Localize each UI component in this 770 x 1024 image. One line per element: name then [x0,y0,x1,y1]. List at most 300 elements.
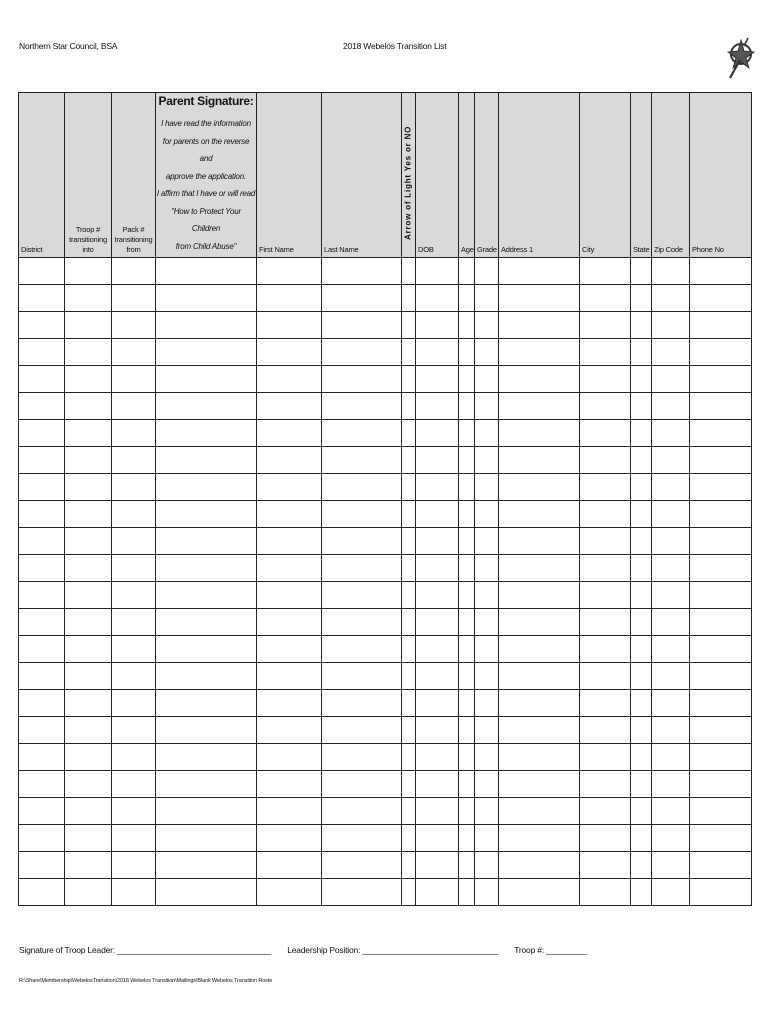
table-cell[interactable] [322,339,402,366]
table-cell[interactable] [580,393,631,420]
table-cell[interactable] [652,852,690,879]
table-cell[interactable] [112,420,156,447]
table-cell[interactable] [65,393,112,420]
table-cell[interactable] [459,717,475,744]
table-cell[interactable] [416,879,459,906]
table-cell[interactable] [19,582,65,609]
table-cell[interactable] [257,771,322,798]
table-cell[interactable] [652,285,690,312]
table-cell[interactable] [652,798,690,825]
table-cell[interactable] [156,744,257,771]
table-cell[interactable] [690,663,752,690]
table-cell[interactable] [402,825,416,852]
table-cell[interactable] [459,744,475,771]
table-cell[interactable] [690,798,752,825]
table-cell[interactable] [112,690,156,717]
table-cell[interactable] [499,447,580,474]
table-cell[interactable] [257,501,322,528]
table-cell[interactable] [652,825,690,852]
table-cell[interactable] [112,447,156,474]
table-cell[interactable] [112,285,156,312]
table-cell[interactable] [499,636,580,663]
table-cell[interactable] [459,636,475,663]
table-cell[interactable] [690,771,752,798]
table-cell[interactable] [580,312,631,339]
table-cell[interactable] [416,528,459,555]
table-cell[interactable] [112,528,156,555]
table-cell[interactable] [416,285,459,312]
table-cell[interactable] [257,825,322,852]
table-cell[interactable] [459,393,475,420]
table-cell[interactable] [690,744,752,771]
table-cell[interactable] [690,339,752,366]
table-cell[interactable] [475,825,499,852]
table-cell[interactable] [402,717,416,744]
table-cell[interactable] [112,798,156,825]
table-cell[interactable] [475,771,499,798]
table-cell[interactable] [580,663,631,690]
table-cell[interactable] [475,420,499,447]
table-cell[interactable] [690,501,752,528]
table-cell[interactable] [112,771,156,798]
table-cell[interactable] [690,690,752,717]
table-cell[interactable] [65,258,112,285]
table-cell[interactable] [112,555,156,582]
table-cell[interactable] [19,285,65,312]
table-cell[interactable] [631,663,652,690]
table-cell[interactable] [156,555,257,582]
table-cell[interactable] [631,528,652,555]
table-cell[interactable] [257,339,322,366]
table-cell[interactable] [402,501,416,528]
table-cell[interactable] [156,825,257,852]
table-cell[interactable] [65,366,112,393]
table-cell[interactable] [112,852,156,879]
table-cell[interactable] [580,555,631,582]
table-cell[interactable] [499,852,580,879]
table-cell[interactable] [402,771,416,798]
table-cell[interactable] [156,636,257,663]
table-cell[interactable] [402,285,416,312]
table-cell[interactable] [459,420,475,447]
table-cell[interactable] [416,852,459,879]
table-cell[interactable] [459,825,475,852]
table-cell[interactable] [459,285,475,312]
table-cell[interactable] [156,420,257,447]
table-cell[interactable] [652,609,690,636]
table-cell[interactable] [322,744,402,771]
table-cell[interactable] [652,393,690,420]
table-cell[interactable] [690,609,752,636]
table-cell[interactable] [402,555,416,582]
table-cell[interactable] [631,690,652,717]
table-cell[interactable] [416,312,459,339]
table-cell[interactable] [631,771,652,798]
table-cell[interactable] [402,690,416,717]
table-cell[interactable] [690,285,752,312]
table-cell[interactable] [690,852,752,879]
table-cell[interactable] [156,366,257,393]
table-cell[interactable] [112,312,156,339]
table-cell[interactable] [112,501,156,528]
table-cell[interactable] [631,609,652,636]
table-cell[interactable] [322,582,402,609]
table-cell[interactable] [402,312,416,339]
table-cell[interactable] [416,366,459,393]
table-cell[interactable] [65,582,112,609]
table-cell[interactable] [499,717,580,744]
table-cell[interactable] [322,609,402,636]
table-cell[interactable] [475,501,499,528]
table-cell[interactable] [580,717,631,744]
table-cell[interactable] [416,555,459,582]
table-cell[interactable] [416,744,459,771]
table-cell[interactable] [416,663,459,690]
table-cell[interactable] [580,690,631,717]
table-cell[interactable] [257,366,322,393]
table-cell[interactable] [65,825,112,852]
table-cell[interactable] [499,798,580,825]
table-cell[interactable] [475,879,499,906]
table-cell[interactable] [652,528,690,555]
table-cell[interactable] [631,258,652,285]
table-cell[interactable] [65,339,112,366]
table-cell[interactable] [112,474,156,501]
table-cell[interactable] [580,825,631,852]
table-cell[interactable] [257,447,322,474]
table-cell[interactable] [690,447,752,474]
table-cell[interactable] [631,474,652,501]
table-cell[interactable] [65,312,112,339]
table-cell[interactable] [499,393,580,420]
table-cell[interactable] [499,825,580,852]
table-cell[interactable] [65,285,112,312]
table-cell[interactable] [475,582,499,609]
table-cell[interactable] [257,798,322,825]
table-cell[interactable] [580,258,631,285]
table-cell[interactable] [156,879,257,906]
table-cell[interactable] [322,879,402,906]
table-cell[interactable] [156,528,257,555]
table-cell[interactable] [499,663,580,690]
table-cell[interactable] [19,798,65,825]
table-cell[interactable] [156,258,257,285]
table-cell[interactable] [65,528,112,555]
table-cell[interactable] [19,258,65,285]
table-cell[interactable] [156,285,257,312]
table-cell[interactable] [402,258,416,285]
table-cell[interactable] [402,447,416,474]
table-cell[interactable] [416,393,459,420]
table-cell[interactable] [652,690,690,717]
table-cell[interactable] [631,879,652,906]
table-cell[interactable] [416,501,459,528]
table-cell[interactable] [112,393,156,420]
table-cell[interactable] [690,366,752,393]
table-cell[interactable] [156,771,257,798]
table-cell[interactable] [631,339,652,366]
table-cell[interactable] [499,420,580,447]
table-cell[interactable] [459,312,475,339]
table-cell[interactable] [156,798,257,825]
table-cell[interactable] [652,339,690,366]
table-cell[interactable] [156,312,257,339]
table-cell[interactable] [580,528,631,555]
table-cell[interactable] [580,339,631,366]
table-cell[interactable] [499,501,580,528]
table-cell[interactable] [459,663,475,690]
table-cell[interactable] [65,771,112,798]
table-cell[interactable] [459,798,475,825]
table-cell[interactable] [322,798,402,825]
table-cell[interactable] [690,879,752,906]
table-cell[interactable] [65,798,112,825]
table-cell[interactable] [499,879,580,906]
table-cell[interactable] [402,366,416,393]
table-cell[interactable] [475,447,499,474]
table-cell[interactable] [257,852,322,879]
table-cell[interactable] [112,636,156,663]
table-cell[interactable] [652,474,690,501]
table-cell[interactable] [459,771,475,798]
table-cell[interactable] [19,717,65,744]
table-cell[interactable] [631,366,652,393]
table-cell[interactable] [322,690,402,717]
table-cell[interactable] [112,609,156,636]
table-cell[interactable] [631,312,652,339]
table-cell[interactable] [257,393,322,420]
table-cell[interactable] [402,798,416,825]
table-cell[interactable] [322,447,402,474]
table-cell[interactable] [19,366,65,393]
table-cell[interactable] [257,690,322,717]
table-cell[interactable] [475,798,499,825]
table-cell[interactable] [690,420,752,447]
table-cell[interactable] [580,879,631,906]
table-cell[interactable] [580,420,631,447]
table-cell[interactable] [580,609,631,636]
table-cell[interactable] [475,717,499,744]
table-cell[interactable] [580,771,631,798]
table-cell[interactable] [499,609,580,636]
table-cell[interactable] [652,420,690,447]
table-cell[interactable] [416,582,459,609]
table-cell[interactable] [257,312,322,339]
table-cell[interactable] [112,744,156,771]
table-cell[interactable] [631,744,652,771]
table-cell[interactable] [475,339,499,366]
table-cell[interactable] [322,717,402,744]
table-cell[interactable] [322,636,402,663]
table-cell[interactable] [156,663,257,690]
table-cell[interactable] [459,879,475,906]
table-cell[interactable] [652,636,690,663]
table-cell[interactable] [322,771,402,798]
table-cell[interactable] [499,555,580,582]
table-cell[interactable] [19,339,65,366]
table-cell[interactable] [475,555,499,582]
table-cell[interactable] [112,582,156,609]
table-cell[interactable] [499,771,580,798]
table-cell[interactable] [322,366,402,393]
table-cell[interactable] [652,744,690,771]
table-cell[interactable] [65,636,112,663]
table-cell[interactable] [156,501,257,528]
table-cell[interactable] [112,366,156,393]
table-cell[interactable] [112,339,156,366]
table-cell[interactable] [475,393,499,420]
table-cell[interactable] [631,717,652,744]
table-cell[interactable] [631,825,652,852]
table-cell[interactable] [499,312,580,339]
table-cell[interactable] [475,366,499,393]
table-cell[interactable] [652,501,690,528]
table-cell[interactable] [19,393,65,420]
table-cell[interactable] [19,312,65,339]
table-cell[interactable] [322,285,402,312]
table-cell[interactable] [402,420,416,447]
table-cell[interactable] [580,501,631,528]
table-cell[interactable] [257,717,322,744]
table-cell[interactable] [459,609,475,636]
table-cell[interactable] [112,717,156,744]
table-cell[interactable] [322,825,402,852]
table-cell[interactable] [112,663,156,690]
table-cell[interactable] [475,852,499,879]
table-cell[interactable] [19,555,65,582]
table-cell[interactable] [19,528,65,555]
table-cell[interactable] [65,447,112,474]
table-cell[interactable] [580,285,631,312]
table-cell[interactable] [459,366,475,393]
table-cell[interactable] [402,744,416,771]
table-cell[interactable] [65,474,112,501]
table-cell[interactable] [416,339,459,366]
table-cell[interactable] [156,393,257,420]
table-cell[interactable] [322,663,402,690]
table-cell[interactable] [652,879,690,906]
table-cell[interactable] [499,690,580,717]
table-cell[interactable] [459,582,475,609]
table-cell[interactable] [459,474,475,501]
table-cell[interactable] [416,771,459,798]
table-cell[interactable] [652,258,690,285]
table-cell[interactable] [402,609,416,636]
table-cell[interactable] [322,852,402,879]
table-cell[interactable] [257,744,322,771]
table-cell[interactable] [19,663,65,690]
table-cell[interactable] [652,717,690,744]
table-cell[interactable] [690,312,752,339]
table-cell[interactable] [257,258,322,285]
table-cell[interactable] [690,393,752,420]
table-cell[interactable] [19,474,65,501]
table-cell[interactable] [652,771,690,798]
table-cell[interactable] [322,555,402,582]
table-cell[interactable] [416,609,459,636]
table-cell[interactable] [631,798,652,825]
table-cell[interactable] [402,663,416,690]
table-cell[interactable] [475,744,499,771]
table-cell[interactable] [257,474,322,501]
table-cell[interactable] [19,636,65,663]
table-cell[interactable] [322,474,402,501]
table-cell[interactable] [499,528,580,555]
table-cell[interactable] [65,879,112,906]
table-cell[interactable] [416,798,459,825]
table-cell[interactable] [322,393,402,420]
table-cell[interactable] [580,852,631,879]
table-cell[interactable] [19,879,65,906]
table-cell[interactable] [65,690,112,717]
table-cell[interactable] [156,609,257,636]
table-cell[interactable] [580,474,631,501]
table-cell[interactable] [65,744,112,771]
table-cell[interactable] [257,879,322,906]
table-cell[interactable] [65,501,112,528]
table-cell[interactable] [499,582,580,609]
table-cell[interactable] [631,393,652,420]
table-cell[interactable] [156,339,257,366]
table-cell[interactable] [580,798,631,825]
table-cell[interactable] [475,609,499,636]
table-cell[interactable] [322,501,402,528]
table-cell[interactable] [690,258,752,285]
table-cell[interactable] [475,258,499,285]
table-cell[interactable] [499,474,580,501]
table-cell[interactable] [112,258,156,285]
table-cell[interactable] [322,258,402,285]
table-cell[interactable] [631,420,652,447]
table-cell[interactable] [402,474,416,501]
table-cell[interactable] [257,636,322,663]
table-cell[interactable] [652,582,690,609]
table-cell[interactable] [416,825,459,852]
table-cell[interactable] [631,501,652,528]
table-cell[interactable] [690,825,752,852]
table-cell[interactable] [257,663,322,690]
table-cell[interactable] [459,555,475,582]
table-cell[interactable] [402,879,416,906]
table-cell[interactable] [112,825,156,852]
table-cell[interactable] [652,555,690,582]
table-cell[interactable] [19,609,65,636]
table-cell[interactable] [475,312,499,339]
table-cell[interactable] [652,663,690,690]
table-cell[interactable] [690,474,752,501]
table-cell[interactable] [690,636,752,663]
table-cell[interactable] [459,447,475,474]
table-cell[interactable] [475,528,499,555]
table-cell[interactable] [416,420,459,447]
table-cell[interactable] [156,717,257,744]
table-cell[interactable] [416,258,459,285]
table-cell[interactable] [156,690,257,717]
table-cell[interactable] [499,744,580,771]
table-cell[interactable] [402,528,416,555]
table-cell[interactable] [65,852,112,879]
table-cell[interactable] [19,447,65,474]
table-cell[interactable] [65,609,112,636]
table-cell[interactable] [580,582,631,609]
table-cell[interactable] [416,690,459,717]
table-cell[interactable] [459,528,475,555]
table-cell[interactable] [156,474,257,501]
table-cell[interactable] [631,447,652,474]
table-cell[interactable] [580,366,631,393]
table-cell[interactable] [459,339,475,366]
table-cell[interactable] [322,528,402,555]
